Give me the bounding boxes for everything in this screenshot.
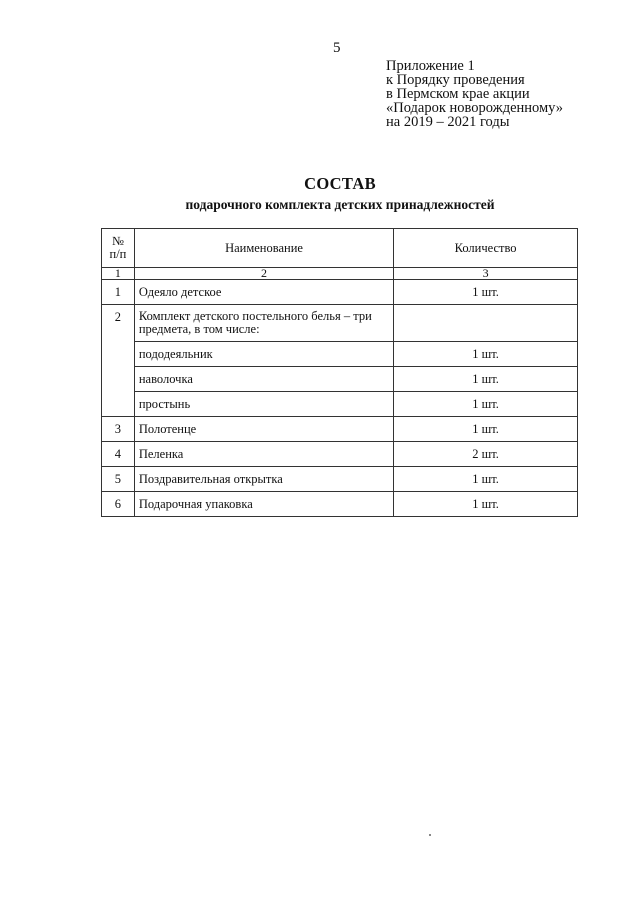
row-name: Комплект детского постельного белья – три предмета, в том числе: xyxy=(134,305,393,342)
document-subtitle: подарочного комплекта детских принадлежностей xyxy=(185,197,495,212)
scan-speck xyxy=(429,834,431,836)
column-number: 3 xyxy=(394,268,578,280)
table-row xyxy=(102,392,578,417)
table-row xyxy=(102,342,578,367)
row-name: наволочка xyxy=(134,367,393,392)
appendix-line: «Подарок новорожденному» xyxy=(386,100,564,116)
appendix-line: на 2019 – 2021 годы xyxy=(386,114,510,130)
row-qty: 1 шт. xyxy=(394,342,578,367)
table-row xyxy=(102,280,578,305)
column-number-row xyxy=(102,268,578,280)
row-num: 1 xyxy=(102,280,135,305)
table-row xyxy=(102,442,578,467)
header-qty: Количество xyxy=(394,229,578,268)
table-row xyxy=(102,367,578,392)
appendix-header xyxy=(386,59,563,129)
table-row xyxy=(102,467,578,492)
row-qty: 2 шт. xyxy=(394,442,578,467)
table-row xyxy=(102,492,578,517)
row-qty: 1 шт. xyxy=(394,392,578,417)
document-title: СОСТАВ xyxy=(304,174,376,193)
appendix-line: к Порядку проведения xyxy=(386,72,525,88)
page-number: 5 xyxy=(333,40,341,56)
row-num: 4 xyxy=(102,442,135,467)
row-name: пододеяльник xyxy=(134,342,393,367)
row-num: 5 xyxy=(102,467,135,492)
appendix-line: Приложение 1 xyxy=(386,58,475,74)
row-name: Одеяло детское xyxy=(134,280,393,305)
column-number: 1 xyxy=(102,268,135,280)
composition-table xyxy=(101,228,578,517)
row-qty: 1 шт. xyxy=(394,280,578,305)
row-qty: 1 шт. xyxy=(394,417,578,442)
column-number: 2 xyxy=(134,268,393,280)
row-qty: 1 шт. xyxy=(394,467,578,492)
appendix-line: в Пермском крае акции xyxy=(386,86,530,102)
row-num: 6 xyxy=(102,492,135,517)
row-qty xyxy=(394,305,578,342)
row-name: Полотенце xyxy=(134,417,393,442)
table-row xyxy=(102,417,578,442)
row-name: Подарочная упаковка xyxy=(134,492,393,517)
row-name: Пеленка xyxy=(134,442,393,467)
header-name: Наименование xyxy=(134,229,393,268)
row-name: Поздравительная открытка xyxy=(134,467,393,492)
row-num: 2 xyxy=(102,305,135,417)
row-qty: 1 шт. xyxy=(394,367,578,392)
row-num: 3 xyxy=(102,417,135,442)
table-row xyxy=(102,305,578,342)
row-name: простынь xyxy=(134,392,393,417)
header-num: № п/п xyxy=(102,229,135,268)
table-header-row xyxy=(102,229,578,268)
row-qty: 1 шт. xyxy=(394,492,578,517)
